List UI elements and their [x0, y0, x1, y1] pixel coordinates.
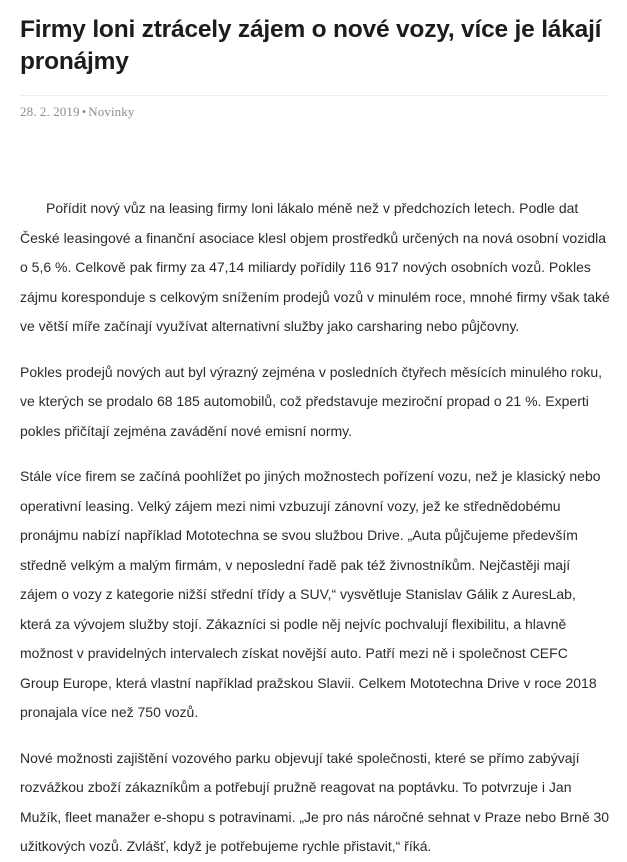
article-paragraph: Stále více firem se začíná poohlížet po jiných možnostech pořízení vozu, než je klasický nebo operativní leasing. Velký zájem mezi nimi vzbuzují zánovní vozy, jež ke střednědobému pronájmu nabízí například Mototechna se svou službou Drive. „Auta půjčujeme především středně velkým a malým firmám, v neposlední řadě pak též živnostníkům. Nejčastěji mají zájem o vozy z kategorie nižší střední třídy a SUV,“ vysvětluje Stanislav Gálik z AuresLab, která za vývojem služby stojí. Zákazníci si podle něj nejvíc pochvalují flexibilitu, a hlavně možnost v pravidelných intervalech získat novější auto. Patří mezi ně i společnost CEFC Group Europe, která vlastní například pražskou Slavii. Celkem Mototechna Drive v roce 2018 pronajala více než 750 vozů. — [20, 468, 601, 720]
article-source: Novinky — [88, 104, 135, 119]
article-paragraph: Pořídit nový vůz na leasing firmy loni lákalo méně než v předchozích letech. Podle dat České leasingové a finanční asociace klesl objem prostředků určených na nová osobní vozidla o 5,6 %. Celkově pak firmy za 47,14 miliardy pořídily 116 917 nových osobních vozů. Pokles zájmu koresponduje s celkovým snížením prodejů vozů v minulém roce, mnohé firmy však také ve větší míře začínají využívat alternativní služby jako carsharing nebo půjčovny. — [20, 200, 610, 334]
page-title: Firmy loni ztrácely zájem o nové vozy, více je lákají pronájmy — [20, 16, 602, 75]
meta-separator: • — [81, 104, 87, 119]
article-paragraph: Pokles prodejů nových aut byl výrazný zejména v posledních čtyřech měsících minulého roku, ve kterých se prodalo 68 185 automobilů, což představuje meziroční propad o 21 %. Experti pokles přičítají zejména zavádění nové emisní normy. — [20, 363, 603, 439]
article-body — [20, 194, 610, 862]
article-meta — [20, 104, 608, 120]
meta-divider — [20, 95, 608, 96]
publish-date: 28. 2. 2019 — [20, 104, 80, 119]
article-paragraph: Nové možnosti zajištění vozového parku objevují také společnosti, které se přímo zabývají rozvážkou zboží zákazníkům a potřebují pružně reagovat na poptávku. To potvrzuje i Jan Mužík, fleet manažer e-shopu s potravinami. „Je pro nás náročné sehnat v Praze nebo Brně 30 užitkových vozů. Zvlášť, když je potřebujeme rychle přistavit,“ říká. — [20, 749, 610, 854]
